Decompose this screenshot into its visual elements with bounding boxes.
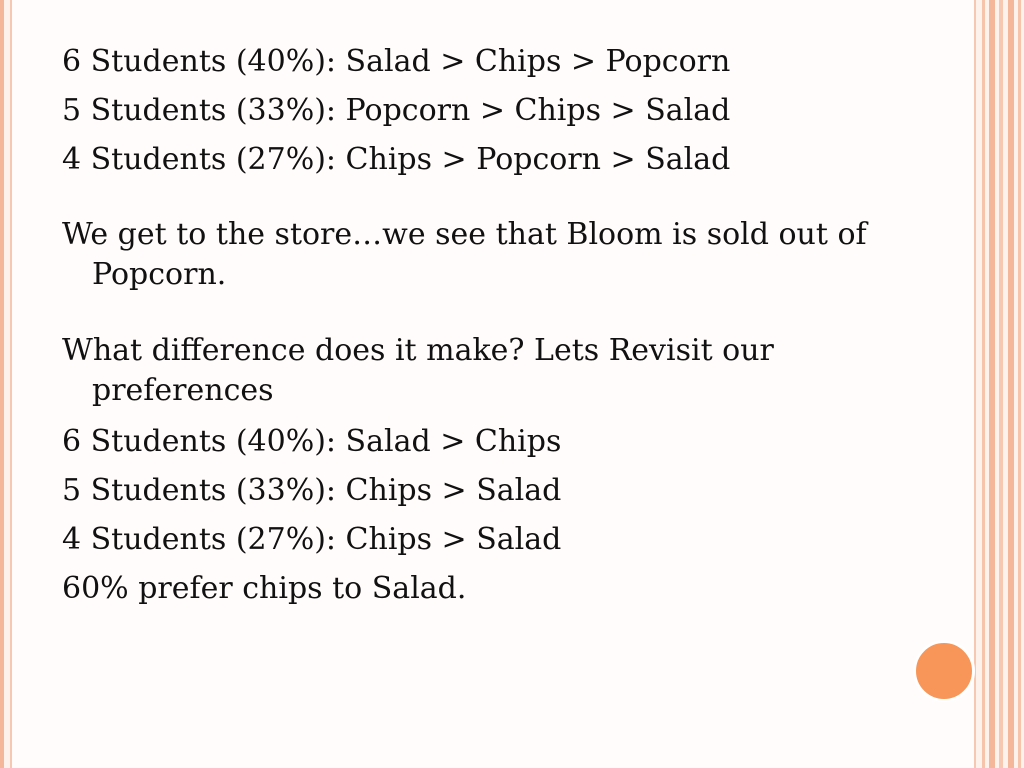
preference-line: 4 Students (27%): Chips > Popcorn > Salad [62, 142, 731, 177]
left-edge-stripe [0, 0, 4, 768]
decor-stripe [989, 0, 995, 768]
decor-stripe [982, 0, 985, 768]
decor-stripe [1018, 0, 1021, 768]
spacer [62, 411, 902, 420]
preference-line: 6 Students (40%): Salad > Chips > Popcorn [62, 44, 731, 79]
store-paragraph: We get to the store…we see that Bloom is sold out of Popcorn. [62, 217, 867, 292]
revised-preference-line: 4 Students (27%): Chips > Salad [62, 522, 562, 557]
spacer [62, 295, 902, 331]
accent-circle [913, 640, 975, 702]
spacer [62, 187, 902, 215]
revisit-paragraph: What difference does it make? Lets Revisit our preferences [62, 333, 774, 408]
revised-preference-line: 5 Students (33%): Chips > Salad [62, 473, 562, 508]
decor-stripe [999, 0, 1003, 768]
conclusion-line: 60% prefer chips to Salad. [62, 571, 467, 606]
decor-stripe [1008, 0, 1014, 768]
revised-preference-line: 6 Students (40%): Salad > Chips [62, 424, 562, 459]
preference-line: 5 Students (33%): Popcorn > Chips > Salad [62, 93, 731, 128]
slide-body [62, 40, 902, 616]
